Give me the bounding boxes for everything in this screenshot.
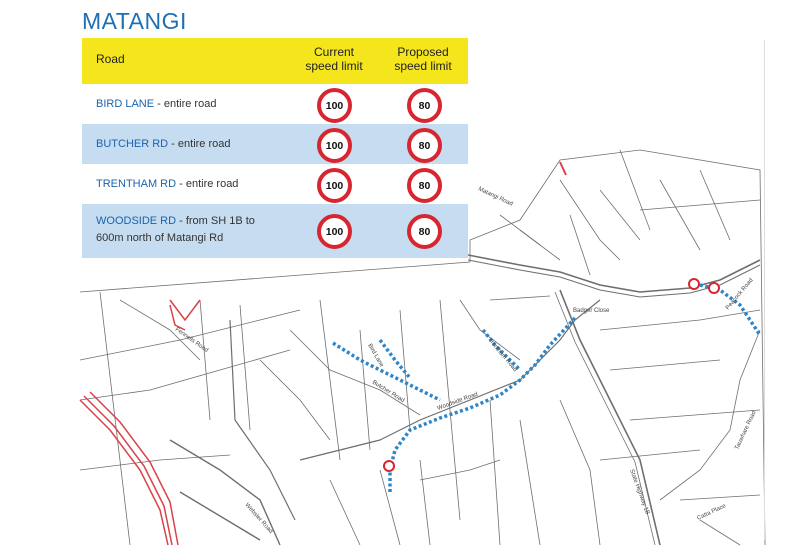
proposed-speed-sign: 80 (407, 168, 442, 203)
current-speed-sign: 100 (317, 88, 352, 123)
proposed-speed-sign: 80 (407, 88, 442, 123)
label-matangi-road: Matangi Road (477, 186, 514, 208)
table-row (82, 124, 468, 164)
header-proposed: Proposed speed limit (394, 45, 452, 73)
label-woodside-road: Woodside Road (436, 391, 479, 412)
label-butcher-road: Butcher Road (370, 379, 406, 405)
speed-limit-route (333, 285, 760, 492)
label-bird-lane: Bird Lane (366, 343, 385, 369)
label-fennells-road: Fennells Road (173, 326, 209, 354)
label-webster-road: Webster Road (243, 502, 274, 535)
proposed-speed-sign: 80 (407, 214, 442, 249)
label-badger-close: Badger Close (573, 308, 610, 314)
current-speed-sign: 100 (317, 214, 352, 249)
road-cell: WOODSIDE RD - from SH 1B to 600m north of Matangi Rd (96, 215, 255, 244)
label-state-highway: State Highway 1B (628, 468, 651, 516)
road-cell: TRENTHAM RD - entire road (96, 178, 239, 190)
page-edge (764, 40, 765, 540)
label-trentham-road: Trentham Road (486, 337, 518, 374)
table-row (82, 204, 468, 258)
current-speed-sign: 100 (317, 128, 352, 163)
table-row (82, 164, 468, 204)
proposed-speed-sign: 80 (407, 128, 442, 163)
label-catta-place: Catta Place (696, 503, 727, 522)
table-header (82, 38, 468, 84)
label-tauwhare-road: Tauwhare Road (734, 410, 758, 451)
speed-limit-table (82, 38, 468, 258)
header-road: Road (96, 52, 125, 66)
map-speed-signs (384, 279, 719, 471)
page-title: MATANGI (82, 8, 187, 34)
label-peacock-road: Peacock Road (724, 277, 755, 312)
table-row (82, 84, 468, 124)
road-cell: BIRD LANE - entire road (96, 98, 217, 110)
header-current: Current speed limit (305, 45, 363, 73)
current-speed-sign: 100 (317, 168, 352, 203)
road-cell: BUTCHER RD - entire road (96, 138, 231, 150)
